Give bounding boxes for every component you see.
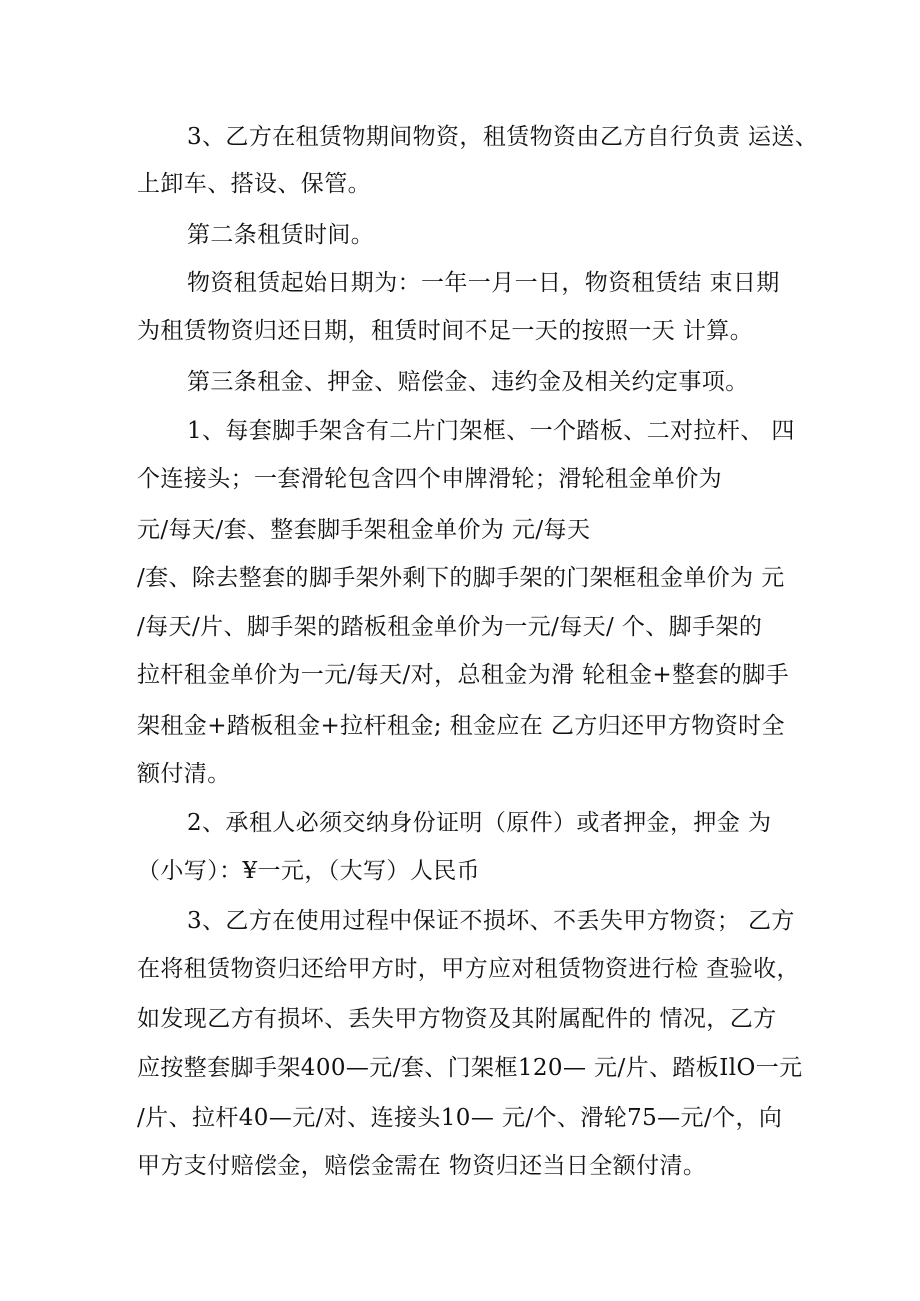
paragraph-line: 额付清。 <box>137 761 231 787</box>
paragraph-line: 架租金+踏板租金+拉杆租金; 租金应在 乙方归还甲方物资时全 <box>137 713 785 739</box>
paragraph-line: 3、乙方在租赁物期间物资，租赁物资由乙方自行负责 运送、 <box>187 124 819 150</box>
paragraph-line: 3、乙方在使用过程中保证不损坏、不丢失甲方物资； 乙方 <box>187 908 795 934</box>
paragraph-line: 甲方支付赔偿金，赔偿金需在 物资归还当日全额付清。 <box>137 1153 707 1179</box>
paragraph-line: 在将租赁物资归还给甲方时，甲方应对租赁物资进行检 查验收， <box>137 956 800 982</box>
paragraph-line: /片、拉杆40—元/对、连接头10— 元/个、滑轮75—元/个，向 <box>137 1105 783 1131</box>
section-heading: 第二条租赁时间。 <box>187 222 375 248</box>
paragraph-line: 如发现乙方有损坏、丢失甲方物资及其附属配件的 情况，乙方 <box>137 1006 777 1032</box>
paragraph-line: 为租赁物资归还日期，租赁时间不足一天的按照一天 计算。 <box>137 318 754 344</box>
section-heading: 第三条租金、押金、赔偿金、违约金及相关约定事项。 <box>187 369 749 395</box>
paragraph-line: 1、每套脚手架含有二片门架框、一个踏板、二对拉杆、 四 <box>187 418 795 444</box>
paragraph-line: 应按整套脚手架400—元/套、门架框120— 元/片、踏板IlO一元 <box>137 1055 803 1081</box>
paragraph-line: /每天/片、脚手架的踏板租金单价为一元/每天/ 个、脚手架的 <box>137 614 763 640</box>
paragraph-line: 上卸车、搭设、保管。 <box>137 171 371 197</box>
paragraph-line: 元/每天/套、整套脚手架租金单价为 元/每天 <box>137 517 591 543</box>
paragraph-line: /套、除去整套的脚手架外剩下的脚手架的门架框租金单价为 元 <box>137 565 785 591</box>
paragraph-line: 物资租赁起始日期为：一年一月一日，物资租赁结 束日期 <box>187 270 780 296</box>
paragraph-line: 2、承租人必须交纳身份证明（原件）或者押金，押金 为 <box>187 810 772 836</box>
paragraph-line: 拉杆租金单价为一元/每天/对，总租金为滑 轮租金+整套的脚手 <box>137 662 790 688</box>
paragraph-line: 个连接头；一套滑轮包含四个申牌滑轮；滑轮租金单价为 <box>137 466 722 492</box>
paragraph-line: （小写）：¥一元，（大写）人民币 <box>137 858 481 884</box>
